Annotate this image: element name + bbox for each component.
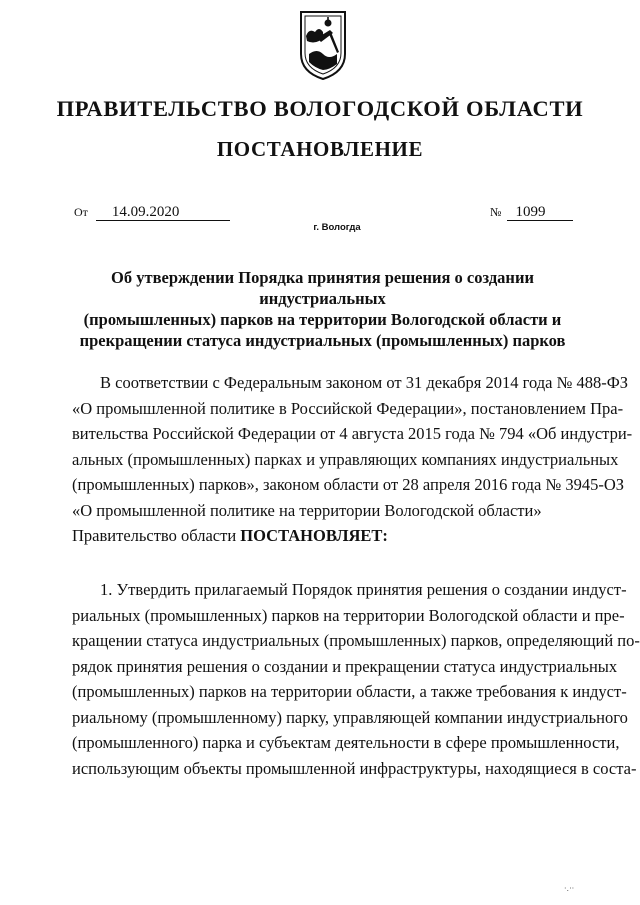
resolve-line	[72, 523, 593, 549]
preamble-line: В соответствии с Федеральным законом от 31 декабря 2014 года № 488-ФЗ	[100, 373, 629, 392]
item-line: рядок принятия решения о создании и прекращении статуса индустриальных	[72, 656, 618, 676]
preamble-line: (промышленных) парков», законом области от 28 апреля 2016 года № 3945-ОЗ	[72, 475, 625, 494]
item-line: риальному (промышленному) парку, управляющей компании индустриального	[72, 707, 628, 727]
document-heading	[60, 267, 585, 351]
number-value: 1099	[507, 205, 573, 221]
preamble-line: «О промышленной политике на территории Вологодской области»	[72, 500, 542, 520]
item-line: риальных (промышленных) парков на территории Вологодской области и пре-	[72, 605, 625, 625]
organization-title: ПРАВИТЕЛЬСТВО ВОЛОГОДСКОЙ ОБЛАСТИ	[56, 96, 584, 121]
number-prefix: №	[490, 205, 502, 219]
heading-line: (промышленных) парков на территории Вологодской области и	[83, 310, 562, 329]
coat-of-arms-emblem	[297, 8, 349, 82]
date-value: 14.09.2020	[96, 205, 230, 221]
item-line: (промышленного) парка и субъектам деятельности в сфере промышленности,	[72, 733, 620, 752]
item-1-paragraph	[72, 577, 640, 781]
document-type-title: ПОСТАНОВЛЕНИЕ	[216, 137, 424, 161]
document-number	[490, 205, 573, 221]
item-line: кращении статуса индустриальных (промышленных) парков, определяющий по-	[72, 631, 640, 650]
page-corner-mark: ·.··	[564, 884, 575, 893]
document-date	[74, 205, 230, 221]
preamble-line: вительства Российской Федерации от 4 августа 2015 года № 794 «Об индустри-	[72, 424, 633, 443]
resolve-word: ПОСТАНОВЛЯЕТ:	[240, 526, 388, 545]
item-line: (промышленных) парков на территории области, а также требования к индуст-	[72, 682, 627, 701]
date-prefix: От	[74, 205, 88, 219]
item-line: 1. Утвердить прилагаемый Порядок принятия решения о создании индуст-	[100, 580, 627, 599]
preamble-line: «О промышленной политике в Российской Федерации», постановлением Пра-	[72, 398, 624, 418]
item-line: использующим объекты промышленной инфраструктуры, находящиеся в соста-	[72, 758, 637, 778]
resolve-prefix: Правительство области	[72, 526, 241, 545]
heading-line: Об утверждении Порядка принятия решения о создании индустриальных	[111, 268, 534, 308]
preamble-line: альных (промышленных) парках и управляющих компаниях индустриальных	[72, 449, 619, 469]
preamble-paragraph	[72, 370, 633, 549]
issue-city: г. Вологда	[313, 222, 361, 233]
heading-line: прекращении статуса индустриальных (промышленных) парков	[79, 331, 566, 350]
vologda-oblast-coat-of-arms-icon	[297, 8, 349, 82]
